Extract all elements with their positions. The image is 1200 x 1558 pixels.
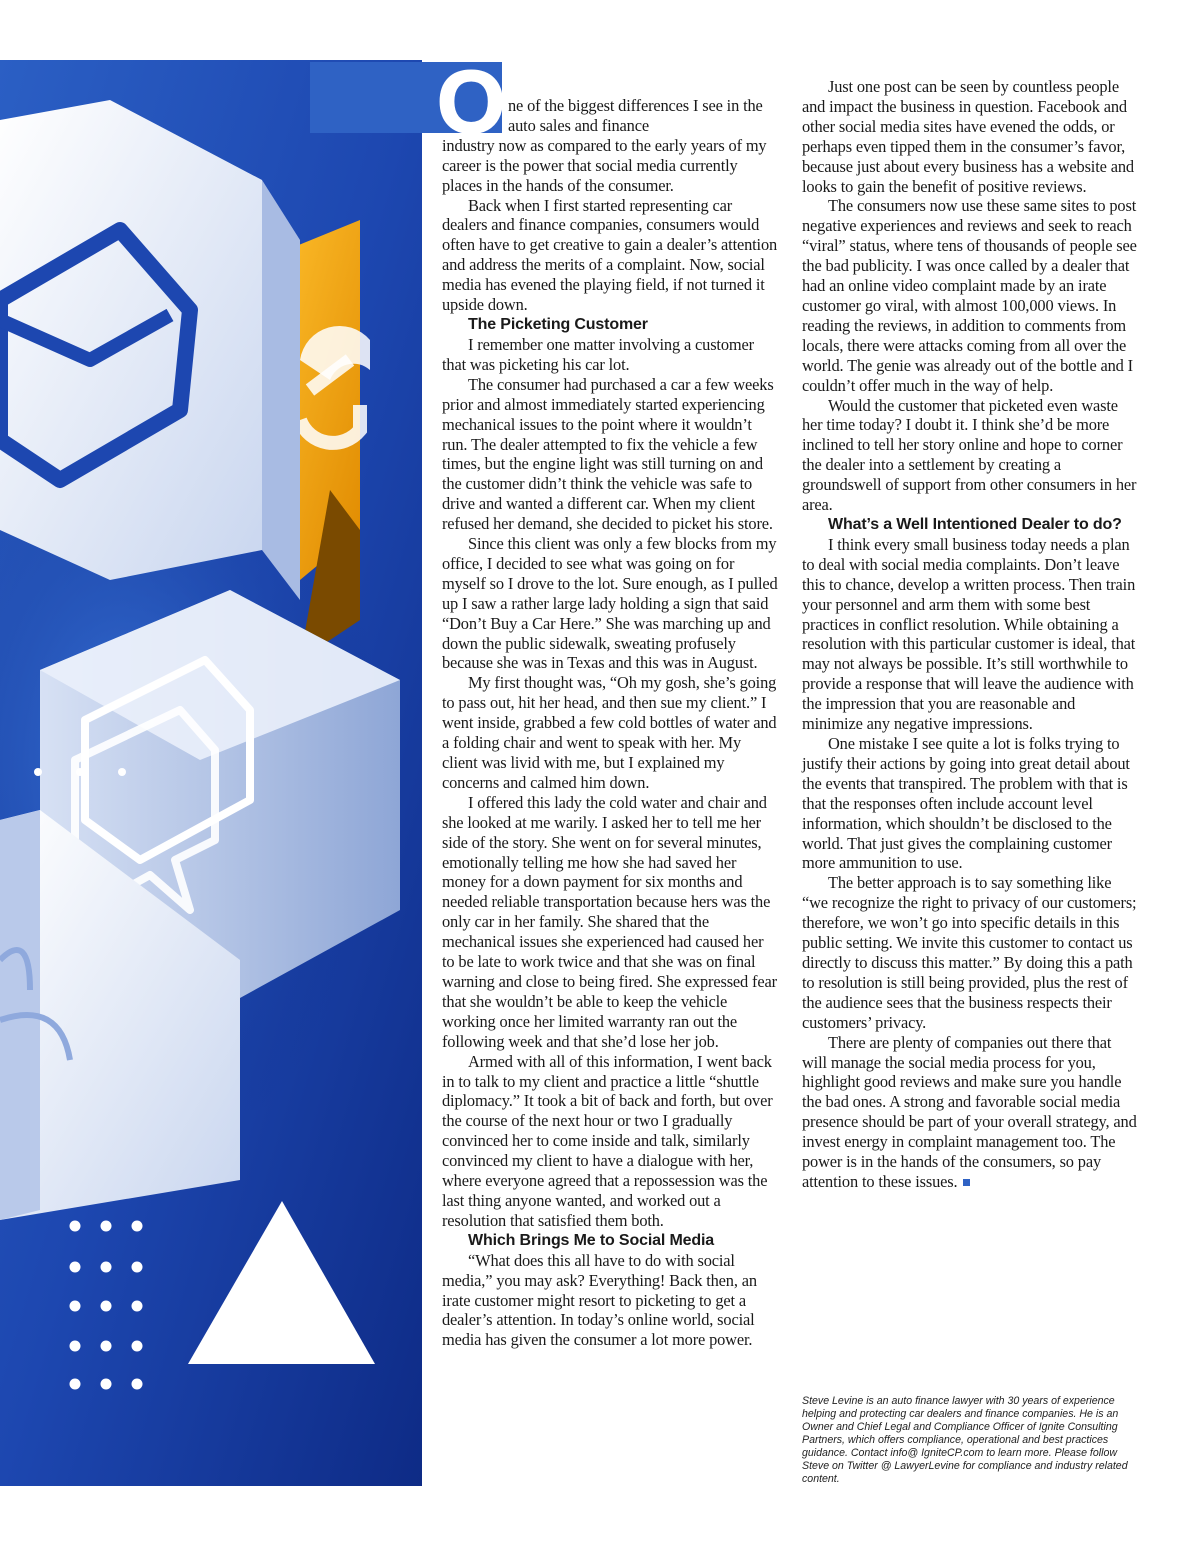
text-column-right (802, 77, 1138, 1192)
paragraph: Armed with all of this information, I went back in to talk to my client and practice a little “shuttle diplomacy.” It took a bit of back and forth, but over the course of the next hour or two I gradually convinced her to come inside and talk, similarly convinced my client to have a dialogue with her, where everyone agreed that a repossession was the last thing anyone wanted, and worked out a resolution that satisfied them both. (442, 1051, 773, 1230)
paragraph: Would the customer that picketed even waste her time today? I doubt it. I think she’d be more inclined to tell her story online and hope to corner the dealer into a settlement by creating a groundswell of support from other consumers in her area. (802, 395, 1137, 515)
lead-in: ne of the biggest differences I see in the auto sales and finance (508, 96, 763, 135)
paragraph: ne of the biggest differences I see in the auto sales and finance industry now as compared to the early years of my career is the power that social media currently places in the hands of the consumer. (442, 96, 778, 196)
paragraph: The better approach is to say something like “we recognize the right to privacy of our customers; therefore, we won’t go into specific details in this public setting. We invite this customer to contact us directly to discuss this matter.” By doing this a path to resolution is still being provided, plus the rest of the audience sees that the business respects their customers’ privacy. (802, 873, 1137, 1032)
paragraph: I offered this lady the cold water and chair and she looked at me warily. I asked her to tell me her side of the story. She went on for several minutes, emotionally telling me how she had saved her money for a down payment for six months and needed reliable transportation because hers was the only car in her family. She shared that the mechanical issues she experienced had caused her to be late to work twice and that she was on final warning and close to being fired. She expressed fear that she wouldn’t be able to keep the vehicle working once her limited warranty ran out the following week and that she’d lose her job. (442, 792, 777, 1051)
paragraph: Since this client was only a few blocks from my office, I decided to see what was going on for myself so I drove to the lot. Sure enough, as I pulled up I saw a rather large lady holding a sign that said “Don’t Buy a Car Here.” She was marching up and down the public sidewalk, sweating profusely because she was in Texas and this was in August. (442, 534, 778, 673)
paragraph: One mistake I see quite a lot is folks trying to justify their actions by going into great detail about the events that transpired. The problem with that is that the responses often include account level information, which shouldn’t be disclosed to the world. That just gives the complaining customer more ammunition to use. (802, 734, 1130, 873)
drop-cap: O (437, 52, 506, 151)
paragraph: The consumer had purchased a car a few weeks prior and almost immediately started experiencing mechanical issues to the point where it wouldn’t run. The dealer attempted to fix the vehicle a few times, but the engine light was still turning on and the customer didn’t think the vehicle was safe to drive and wanted a different car. When my client refused her demand, she decided to picket his store. (442, 374, 774, 534)
paragraph: I think every small business today needs a plan to deal with social media complaints. Don’t leave this to chance, develop a written process. Then train your personnel and arm them with some best practices in conflict resolution. While obtaining a resolution with this particular customer is ideal, that may not always be possible. It’s still worthwhile to provide a response that will leave the audience with the impression that you are reasonable and minimize any negative impressions. (802, 534, 1136, 734)
section-heading: What’s a Well Intentioned Dealer to do? (828, 515, 1122, 533)
hero-artwork (0, 60, 422, 1486)
author-bio: Steve Levine is an auto finance lawyer with 30 years of experience helping and protecting car dealers and finance companies. He is an Owner and Chief Legal and Compliance Officer of Ignite Consulting Partners, which offers compliance, operational and best practices guidance. Contact info@ IgniteCP.com to learn more. Please follow Steve on Twitter @ LawyerLevine for compliance and industry related content. (802, 1395, 1128, 1485)
section-heading: Which Brings Me to Social Media (468, 1231, 715, 1249)
end-mark-icon (963, 1179, 970, 1186)
paragraph: “What does this all have to do with social media,” you may ask? Everything! Back then, an irate customer might resort to picketing to get a dealer’s attention. In today’s online world, social media has given the consumer a lot more power. (442, 1250, 757, 1350)
section-heading: The Picketing Customer (468, 315, 648, 333)
paragraph: I remember one matter involving a customer that was picketing his car lot. (442, 334, 754, 374)
paragraph: There are plenty of companies out there that will manage the social media process for you, highlight good reviews and make sure you handle the bad ones. A strong and favorable social media presence should be part of your overall strategy, and invest energy in complaint management too. The power is in the hands of the consumers, so pay attention to these issues. (802, 1032, 1137, 1191)
paragraph: Just one post can be seen by countless people and impact the business in question. Facebook and other social media sites have evened the odds, or perhaps even tipped them in the consumer’s favor, because just about every business has a website and looks to gain the benefit of positive reviews. (802, 77, 1134, 196)
text-column-left (442, 96, 778, 1350)
paragraph: My first thought was, “Oh my gosh, she’s going to pass out, hit her head, and then sue my client.” I went inside, grabbed a few cold bottles of water and a folding chair and went to speak with her. My client was livid with me, but I explained my concerns and calmed him down. (442, 673, 777, 792)
paragraph: Back when I first started representing car dealers and finance companies, consumers would often have to get creative to gain a dealer’s attention and address the merits of a complaint. Now, social media has evened the playing field, if not turned it upside down. (442, 195, 778, 315)
paragraph: The consumers now use these same sites to post negative experiences and reviews and seek to reach “viral” status, where tens of thousands of people see the bad publicity. I was once called by a dealer that had an online video complaint made by an irate customer go viral, with almost 100,000 views. In reading the reviews, in addition to comments from locals, there were attacks coming from all over the world. The genie was already out of the bottle and I couldn’t offer much in the way of help. (802, 196, 1137, 395)
